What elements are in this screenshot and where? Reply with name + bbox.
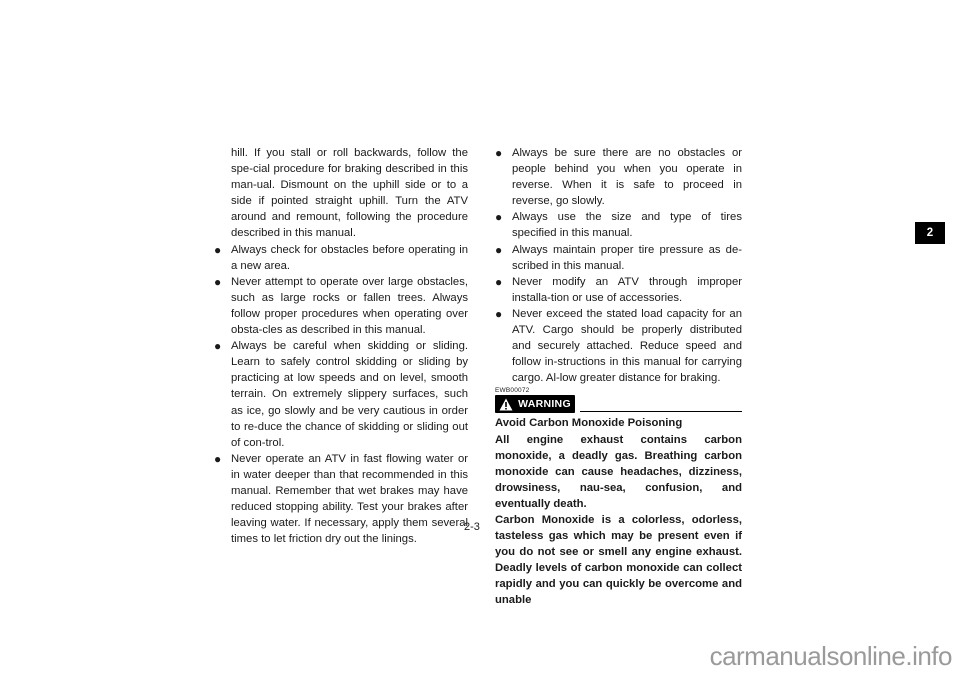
bullet-icon: ● bbox=[214, 339, 222, 354]
warning-label: WARNING bbox=[518, 398, 571, 411]
intro-paragraph: hill. If you stall or roll backwards, follow the spe-cial procedure for braking described in this man-ual. Dismount on the uphill side or to a side if pointed straight uphill. Turn the ATV around and remount, following the procedure described in this manual. bbox=[231, 147, 468, 240]
footer-watermark: carmanualsonline.info bbox=[709, 641, 952, 671]
warning-badge bbox=[495, 395, 575, 413]
warning-paragraph: Carbon Monoxide is a colorless, odorless, tasteless gas which may be present even if you do not see or smell any engine exhaust. Deadly levels of carbon monoxide can collect rapidly and you can quickly be overcome and unable bbox=[495, 513, 742, 607]
bullet-icon: ● bbox=[495, 146, 503, 160]
list-item: ● Never attempt to operate over large obstacles, such as large rocks or fallen trees. Always follow proper procedures when operating over obsta-cles as described in this manual. bbox=[214, 274, 468, 337]
bullet-icon: ● bbox=[495, 306, 503, 321]
bullet-icon: ● bbox=[495, 210, 503, 225]
list-item: ● Never exceed the stated load capacity for an ATV. Cargo should be properly distributed and securely attached. Reduce speed and follow in-structions in this manual for carrying cargo. Al-low greater distance for braking. bbox=[495, 306, 742, 385]
warning-paragraph: All engine exhaust contains carbon monoxide, a deadly gas. Breathing carbon monoxide can cause headaches, dizziness, drowsiness, nau-sea, confusion, and eventually death. bbox=[495, 433, 742, 510]
list-item: ● Always check for obstacles before operating in a new area. bbox=[214, 242, 468, 272]
warning-triangle-icon bbox=[499, 398, 513, 411]
bullet-icon: ● bbox=[214, 274, 222, 289]
left-column bbox=[214, 145, 468, 547]
list-item: ● Never modify an ATV through improper installa-tion or use of accessories. bbox=[495, 274, 742, 304]
warning-code: EWB00072 bbox=[495, 387, 530, 395]
chapter-tab: 2 bbox=[915, 222, 945, 244]
list-item: ● Always be sure there are no obstacles or people behind you when you operate in reverse. When it is safe to proceed in reverse, go slowly. bbox=[495, 146, 742, 208]
list-item: ● Never operate an ATV in fast flowing water or in water deeper than that recommended in this manual. Remember that wet brakes may have reduced stopping ability. Test your brakes after leaving water. If necessary, apply them several times to let friction dry out the linings. bbox=[214, 451, 468, 546]
list-item: ● Always use the size and type of tires specified in this manual. bbox=[495, 210, 742, 240]
page-number: 2-3 bbox=[464, 521, 480, 533]
warning-rule bbox=[580, 411, 742, 412]
right-column bbox=[495, 145, 742, 609]
bullet-icon: ● bbox=[495, 274, 503, 289]
list-item: ● Always maintain proper tire pressure as de-scribed in this manual. bbox=[495, 242, 742, 272]
list-item: ● Always be careful when skidding or sliding. Learn to safely control skidding or sliding by practicing at low speeds and on level, smooth terrain. On extremely slippery surfaces, such as ice, go slowly and be very cautious in order to re-duce the chance of skidding or sliding out of con-trol. bbox=[214, 339, 468, 449]
bullet-icon: ● bbox=[214, 242, 222, 257]
bullet-icon: ● bbox=[495, 242, 503, 257]
bullet-icon: ● bbox=[214, 451, 222, 466]
warning-heading: Avoid Carbon Monoxide Poisoning bbox=[495, 417, 683, 430]
warning-header bbox=[495, 395, 742, 413]
